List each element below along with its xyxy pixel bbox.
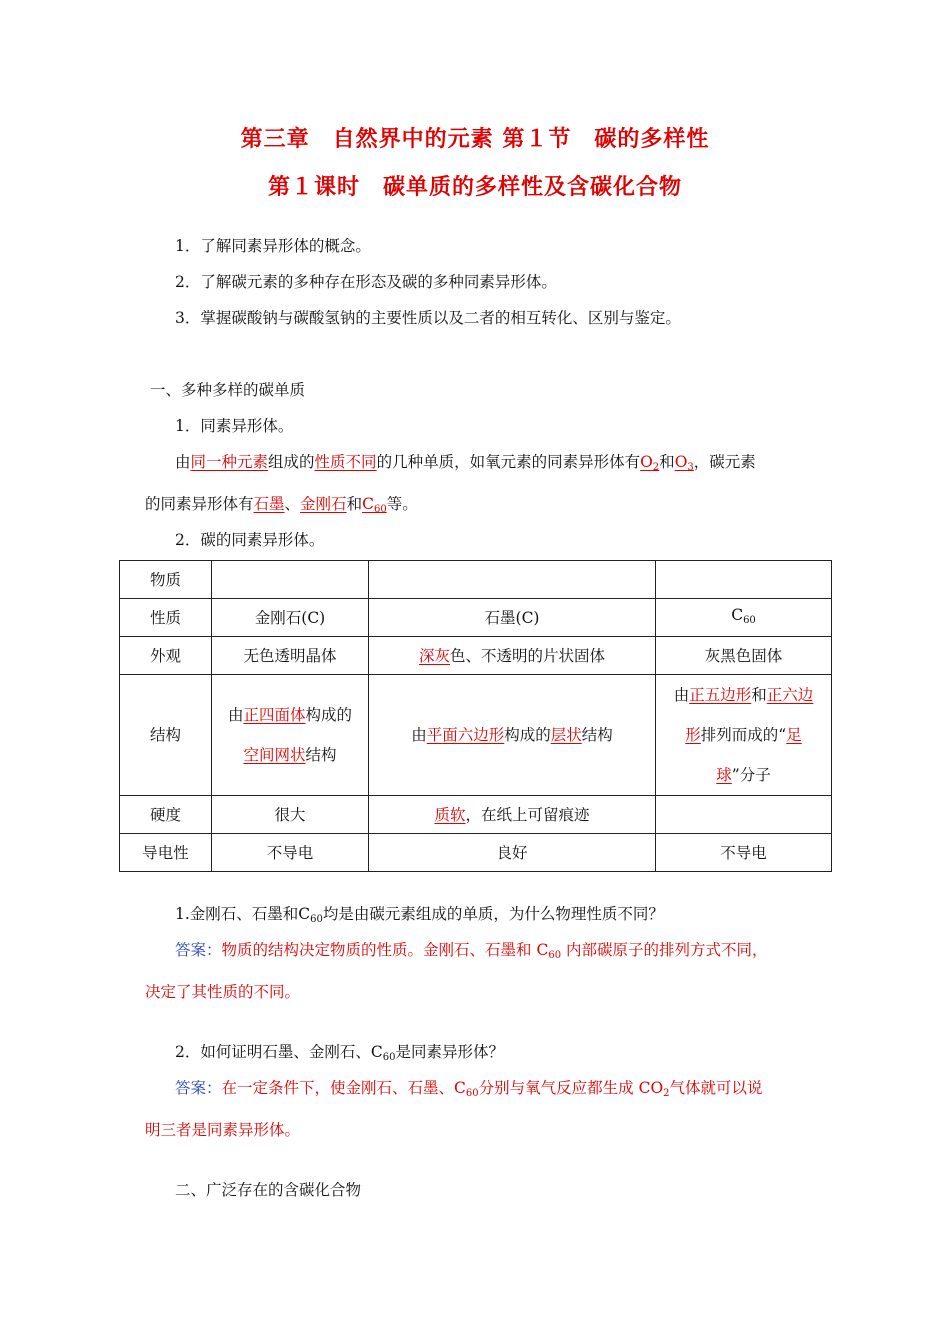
objective-1: 1．了解同素异形体的概念。	[175, 237, 371, 255]
table-cell: 深灰色、不透明的片状固体	[369, 637, 656, 675]
table-cell: 良好	[369, 834, 656, 872]
answer-2-line-1: 答案：在一定条件下，使金刚石、石墨、$C_{60}$分别与氧气反应都生成 $CO_2$气体就可以说	[175, 1079, 763, 1099]
objective-3: 3．掌握碳酸钠与碳酸氢钠的主要性质以及二者的相互转化、区别与鉴定。	[175, 309, 681, 327]
text: 的几种单质，如氧元素的同素异形体有	[376, 453, 641, 471]
chapter-title: 第三章 自然界中的元素 第１节 碳的多样性	[240, 126, 710, 152]
table-row	[120, 675, 832, 796]
table-cell: 金刚石(C)	[212, 599, 369, 637]
answer-blank: 性质不同	[314, 453, 377, 471]
definition-paragraph-line-1	[175, 450, 756, 473]
table-cell	[212, 561, 369, 599]
table-cell	[656, 561, 832, 599]
text: 由	[175, 453, 191, 471]
table-row	[120, 599, 832, 637]
table-cell	[369, 561, 656, 599]
table-row	[120, 834, 832, 872]
table-cell: 石墨(C)	[369, 599, 656, 637]
table-row	[120, 637, 832, 675]
section-1-item-1: 1．同素异形体。	[175, 417, 294, 435]
table-cell: 质软，在纸上可留痕迹	[369, 796, 656, 834]
lesson-title: 第１课时 碳单质的多样性及含碳化合物	[267, 174, 682, 200]
table-cell: 导电性	[120, 834, 212, 872]
table-cell: 由正四面体构成的 空间网状结构	[212, 675, 369, 796]
question-1: 1.金刚石、石墨和$C_{60}$均是由碳元素组成的单质，为什么物理性质不同？	[175, 905, 664, 925]
text: 和	[346, 495, 363, 513]
text: 等。	[386, 495, 418, 513]
section-2-heading: 二、广泛存在的含碳化合物	[175, 1181, 362, 1199]
text: 组成的	[268, 453, 315, 471]
answer-1-line-2: 决定了其性质的不同。	[145, 983, 301, 1001]
table-cell: 结构	[120, 675, 212, 796]
table-cell: 物质	[120, 561, 212, 599]
table-cell: 由平面六边形构成的层状结构	[369, 675, 656, 796]
text: 、	[284, 495, 301, 513]
table-cell: 外观	[120, 637, 212, 675]
table-cell: 性质	[120, 599, 212, 637]
table-row	[120, 796, 832, 834]
table-cell: 灰黑色固体	[656, 637, 832, 675]
answer-blank: 同一种元素	[190, 453, 269, 471]
answer-2-line-2: 明三者是同素异形体。	[145, 1121, 301, 1139]
allotropes-table	[119, 560, 832, 872]
table-cell: 很大	[212, 796, 369, 834]
table-cell	[656, 796, 832, 834]
definition-paragraph-line-2	[145, 492, 418, 515]
section-1-item-2: 2．碳的同素异形体。	[175, 531, 325, 549]
table-cell: 不导电	[212, 834, 369, 872]
table-cell: 由正五边形和正六边 形排列而成的“足 球”分子	[656, 675, 832, 796]
section-1-heading: 一、多种多样的碳单质	[150, 381, 306, 399]
table-cell: 无色透明晶体	[212, 637, 369, 675]
answer-label: 答案：	[175, 941, 222, 959]
objective-2: 2．了解碳元素的多种存在形态及碳的多种同素异形体。	[175, 273, 557, 291]
answer-blank: 石墨	[253, 495, 285, 513]
answer-blank: 金刚石	[300, 495, 347, 513]
text: ，碳元素	[693, 453, 756, 471]
table-cell: 硬度	[120, 796, 212, 834]
table-cell: $C_{60}$	[656, 599, 832, 637]
question-2: 2．如何证明石墨、金刚石、$C_{60}$是同素异形体？	[175, 1043, 504, 1063]
table-row	[120, 561, 832, 599]
text: 的同素异形体有	[145, 495, 254, 513]
answer-blank-o3: $O_3$	[674, 453, 694, 473]
text: 和	[659, 453, 675, 471]
answer-blank-o2: $O_2$	[640, 453, 660, 473]
answer-1-line-1: 答案：物质的结构决定物质的性质。金刚石、石墨和 $C_{60}$ 内部碳原子的排列方式不同，	[175, 941, 768, 961]
table-cell: 不导电	[656, 834, 832, 872]
answer-label: 答案：	[175, 1079, 222, 1097]
answer-blank-c60: $C_{60}$	[362, 495, 387, 515]
